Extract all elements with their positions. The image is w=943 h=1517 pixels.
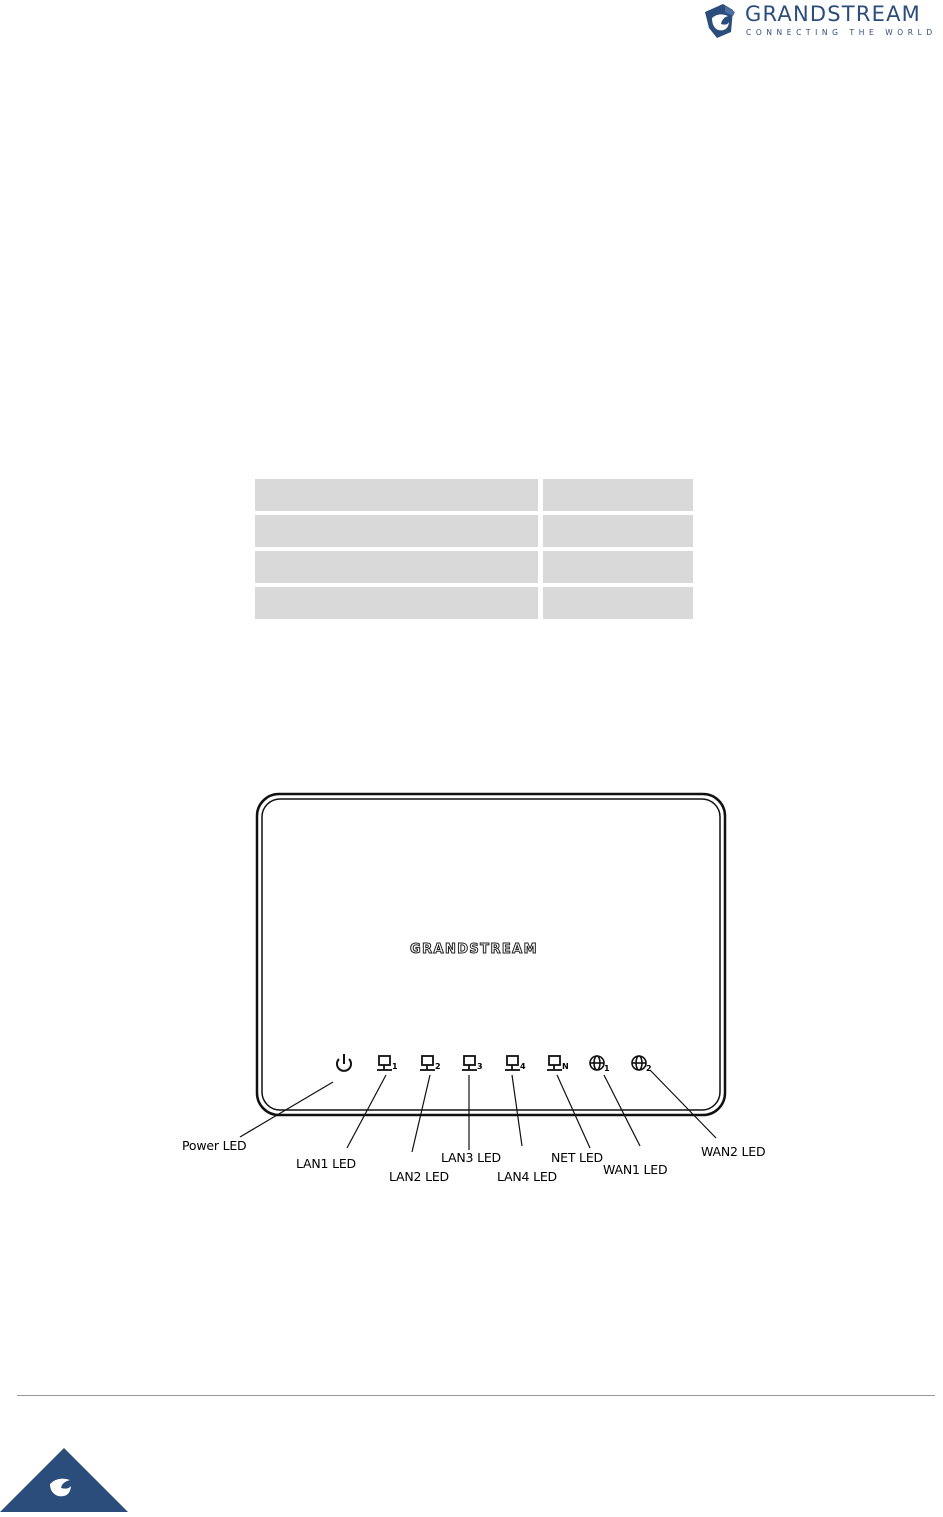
device-brand-logo: GRANDSTREAM: [410, 942, 538, 957]
table-cell: [543, 587, 693, 619]
wan2-index: 2: [646, 1064, 652, 1073]
power-led-label: Power LED: [182, 1138, 247, 1153]
table-row: [255, 587, 693, 619]
net-led-label: NET LED: [551, 1150, 603, 1165]
lan2-index: 2: [435, 1062, 441, 1071]
logo-wordmark: GRANDSTREAM: [745, 2, 921, 26]
lan4-index: 4: [520, 1062, 526, 1071]
grandstream-badge-icon: [0, 1448, 130, 1512]
table-cell: [255, 587, 538, 619]
lan3-index: 3: [477, 1062, 483, 1071]
wan1-index: 1: [604, 1064, 610, 1073]
wan1-globe-icon: [590, 1056, 604, 1070]
table-cell: [543, 515, 693, 547]
footer-divider: [17, 1395, 935, 1396]
lan3-icon: [462, 1056, 477, 1070]
lan3-led-label: LAN3 LED: [441, 1150, 501, 1165]
device-outline: [0, 780, 943, 1200]
lan2-led-label: LAN2 LED: [389, 1169, 449, 1184]
power-icon: [337, 1054, 351, 1071]
table-row: [255, 515, 693, 547]
wan2-globe-icon: [632, 1056, 646, 1070]
leader-lines: [240, 1070, 716, 1152]
table-cell: [543, 551, 693, 583]
lan4-icon: [505, 1056, 520, 1070]
table-cell: [255, 515, 538, 547]
table-cell: [255, 551, 538, 583]
grandstream-logo-icon: [703, 2, 743, 40]
lan4-led-label: LAN4 LED: [497, 1169, 557, 1184]
logo-tagline: CONNECTING THE WORLD: [746, 28, 937, 37]
table-row: [255, 551, 693, 583]
lan2-icon: [420, 1056, 435, 1070]
wan2-led-label: WAN2 LED: [701, 1144, 766, 1159]
wan1-led-label: WAN1 LED: [603, 1162, 668, 1177]
net-icon: [547, 1056, 562, 1070]
table-row: [255, 479, 693, 511]
lan1-led-label: LAN1 LED: [296, 1156, 356, 1171]
table-cell: [543, 479, 693, 511]
lan1-index: 1: [392, 1062, 398, 1071]
footer-badge: [0, 1448, 130, 1517]
grandstream-logo: [703, 2, 943, 40]
net-index: N: [562, 1062, 569, 1071]
lan1-icon: [377, 1056, 392, 1070]
device-front-panel-figure: [0, 780, 943, 1200]
table-cell: [255, 479, 538, 511]
